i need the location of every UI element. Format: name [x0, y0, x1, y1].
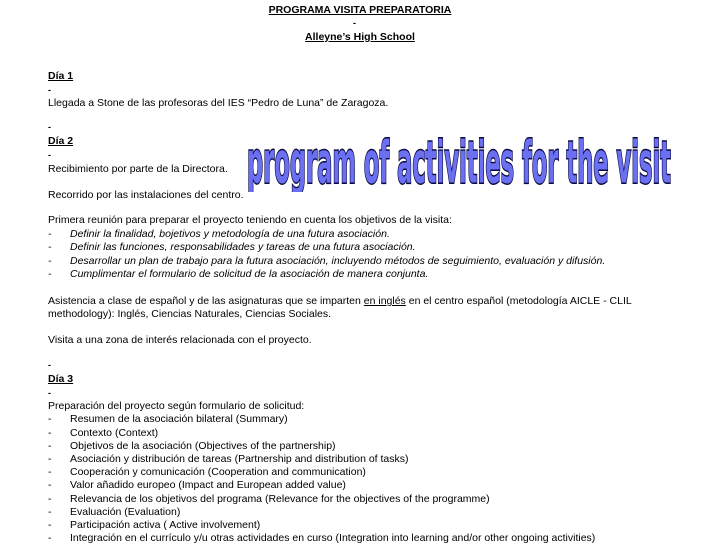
- list-item: - Cumplimentar el formulario de solicitud de la asociación de manera conjunta.: [48, 268, 429, 280]
- list-item: - Evaluación (Evaluation): [48, 506, 181, 518]
- list-item: - Desarrollar un plan de trabajo para la futura asociación, incluyendo métodos de seguimiento, evaluación y difusión.: [48, 255, 606, 267]
- day-2-meeting-intro: Primera reunión para preparar el proyecto teniendo en cuenta los objetivos de la visita:: [48, 214, 452, 226]
- day-2-reception: Recibimiento por parte de la Directora.: [48, 163, 228, 175]
- day-2-classes-line2: methodology): Inglés, Ciencias Naturales, Ciencias Sociales.: [48, 308, 332, 320]
- day-1-text: Llegada a Stone de las profesoras del IES “Pedro de Luna” de Zaragoza.: [48, 97, 389, 109]
- wordart-banner: [243, 132, 675, 192]
- day-2-heading: Día 2: [48, 135, 74, 147]
- list-item: - Definir las funciones, responsabilidades y tareas de una futura asociación.: [48, 241, 416, 253]
- list-item: - Relevancia de los objetivos del programa (Relevance for the objectives of the programme): [48, 493, 490, 505]
- list-item: - Asociación y distribución de tareas (Partnership and distribution of tasks): [48, 453, 409, 465]
- list-item: - Definir la finalidad, bojetivos y metodología de una futura asociación.: [48, 228, 390, 240]
- paragraph-mark: -: [48, 85, 51, 95]
- list-item: - Objetivos de la asociación (Objectives of the partnership): [48, 440, 336, 452]
- paragraph-mark: -: [48, 150, 51, 160]
- wordart-graphic: [243, 132, 675, 192]
- day-3-intro: Preparación del proyecto según formulario de solicitud:: [48, 400, 305, 412]
- list-item: - Resumen de la asociación bilateral (Summary): [48, 413, 288, 425]
- paragraph-mark: -: [48, 388, 51, 398]
- wordart-text: program of activities for the visit: [246, 132, 671, 192]
- paragraph-mark: -: [48, 360, 51, 370]
- paragraph-mark: -: [48, 122, 51, 132]
- school-name: Alleyne’s High School: [305, 31, 415, 43]
- paragraph-mark: -: [353, 18, 356, 28]
- list-item: - Contexto (Context): [48, 427, 159, 439]
- list-item: - Participación activa ( Active involvement): [48, 519, 261, 531]
- list-item: - Valor añadido europeo (Impact and European added value): [48, 479, 346, 491]
- english-link[interactable]: en inglés: [363, 295, 406, 307]
- list-item: - Cooperación y comunicación (Cooperation and communication): [48, 466, 366, 478]
- day-2-classes: Asistencia a clase de español y de las asignaturas que se imparten en inglés en el centro español (metodología AICLE - CLIL: [48, 295, 632, 307]
- list-item: - Integración en el currículo y/u otras actividades en curso (Integration into learning and/or other ongoing activities): [48, 532, 596, 544]
- day-1-heading: Día 1: [48, 70, 74, 82]
- day-2-tour: Recorrido por las instalaciones del centro.: [48, 189, 244, 201]
- day-2-visit: Visita a una zona de interés relacionada con el proyecto.: [48, 334, 312, 346]
- document-title: PROGRAMA VISITA PREPARATORIA: [268, 4, 452, 16]
- day-3-heading: Día 3: [48, 373, 74, 385]
